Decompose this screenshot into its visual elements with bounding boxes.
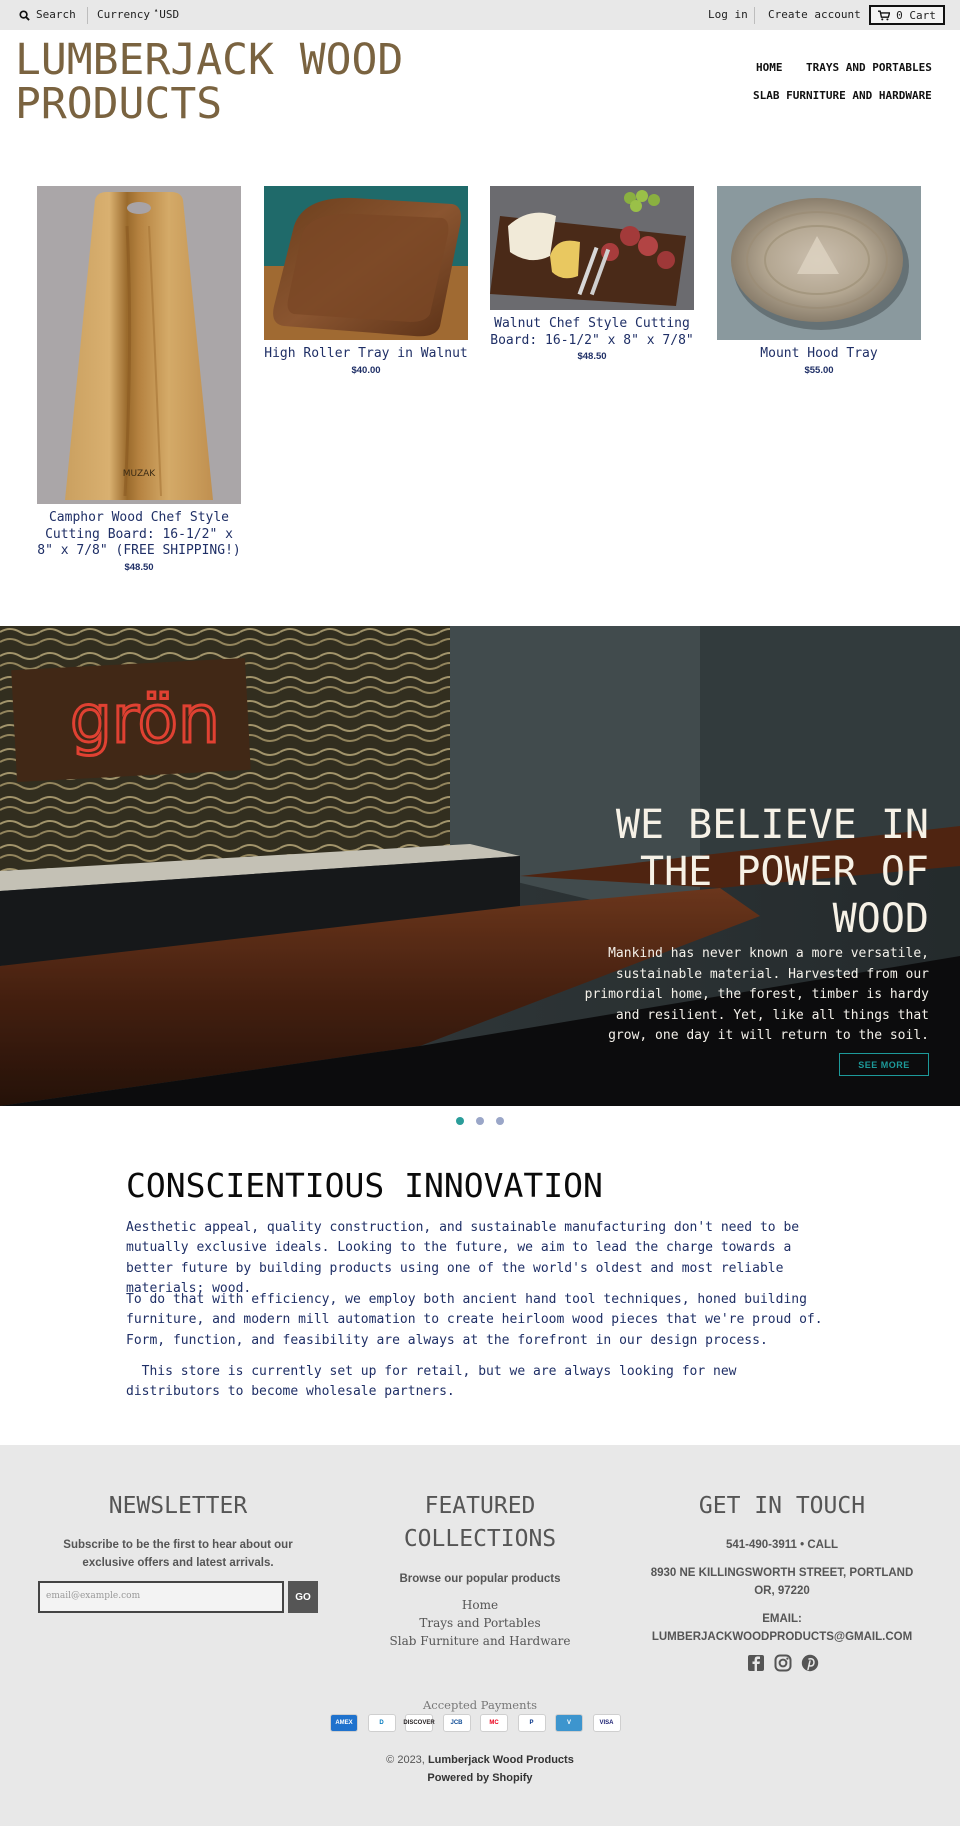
hero-title: WE BELIEVE IN THE POWER OF WOOD: [615, 802, 929, 942]
see-more-button[interactable]: SEE MORE: [839, 1053, 929, 1076]
nav-slab-furniture[interactable]: SLAB FURNITURE AND HARDWARE: [753, 89, 932, 102]
instagram-icon[interactable]: [774, 1654, 792, 1672]
login-link[interactable]: [708, 0, 748, 30]
contact-phone[interactable]: 541-490-3911 • CALL: [725, 1539, 839, 1551]
product-image: [490, 186, 694, 310]
newsletter-email-input[interactable]: email@example.com: [38, 1581, 284, 1613]
search-label: Search: [36, 8, 76, 21]
neon-sign-text: grön: [70, 681, 220, 758]
hero-text: Mankind has never known a more versatile, sustainable material. Harvested from our primordial home, the forest, timber is hardy and resilient. Yet, like all things that grow, one day it will return to the soil.: [584, 946, 929, 1043]
jcb-icon: JCB: [443, 1714, 471, 1732]
create-account-link[interactable]: [768, 0, 861, 30]
about-paragraph: To do that with efficiency, we employ both ancient hand tool techniques, honed building furniture, and modern mill automation to create heirloom wood pieces that we're proud of. Form, function, and feasibility are always at the forefront in our design process.: [126, 1292, 823, 1348]
cart-button[interactable]: [869, 5, 945, 25]
product-image: [264, 186, 468, 340]
product-image: [717, 186, 921, 340]
contact-email-label: EMAIL:: [762, 1613, 802, 1625]
currency-label: Currency: [97, 8, 150, 21]
search-icon: [19, 10, 30, 21]
copyright-store-link[interactable]: Lumberjack Wood Products: [427, 1754, 574, 1766]
create-account-label: Create account: [768, 8, 861, 21]
product-title: Walnut Chef Style Cutting Board: 16-1/2" x 8" x 7/8": [490, 316, 694, 348]
login-label: Log in: [708, 8, 748, 21]
contact-address: 8930 NE KILLINGSWORTH STREET, PORTLAND OR, 97220: [650, 1567, 914, 1597]
diners-club-icon: D: [368, 1714, 396, 1732]
pinterest-icon[interactable]: [801, 1654, 819, 1672]
slide-dot[interactable]: [476, 1117, 484, 1125]
hero-slideshow: [0, 626, 960, 1106]
about-title: CONSCIENTIOUS INNOVATION: [126, 1166, 603, 1205]
site-logo[interactable]: [15, 35, 435, 129]
american-express-icon: AMEX: [330, 1714, 358, 1732]
featured-subtitle: Browse our popular products: [399, 1573, 561, 1585]
product-image: [37, 186, 241, 504]
visa-icon: VISA: [593, 1714, 621, 1732]
copyright: [330, 1751, 630, 1769]
footer-link-slab[interactable]: Slab Furniture and Hardware: [389, 1634, 571, 1648]
chevron-down-icon: ▴: [153, 6, 159, 14]
about-paragraph: Aesthetic appeal, quality construction, and sustainable manufacturing don't need to be mutually exclusive ideals. Looking to the future, we aim to lead the charge towards a better future by building products using one of the world's oldest and most reliable materials; wood.: [126, 1220, 800, 1296]
featured-title-line: COLLECTIONS: [403, 1526, 557, 1552]
search-link[interactable]: [19, 0, 76, 30]
accepted-payments-label: Accepted Payments: [422, 1698, 537, 1712]
cart-icon: [878, 10, 890, 21]
product-price: $48.50: [124, 561, 154, 573]
newsletter-text: Subscribe to be the first to hear about our exclusive offers and latest arrivals.: [63, 1539, 293, 1569]
mastercard-icon: MC: [480, 1714, 508, 1732]
newsletter-title: NEWSLETTER: [108, 1493, 248, 1519]
site-footer: [0, 1445, 960, 1826]
contact-email[interactable]: LUMBERJACKWOODPRODUCTS@GMAIL.COM: [651, 1631, 913, 1643]
copyright-prefix: © 2023,: [386, 1754, 425, 1766]
product-price: $55.00: [804, 364, 834, 376]
logo-line: LUMBERJACK WOOD: [15, 35, 404, 85]
contact-title: GET IN TOUCH: [698, 1493, 866, 1519]
powered-by-shopify[interactable]: Powered by Shopify: [427, 1772, 533, 1784]
product-title: Mount Hood Tray: [760, 346, 878, 361]
logo-line: PRODUCTS: [15, 79, 223, 129]
product-price: $40.00: [351, 364, 381, 376]
currency-selector[interactable]: [97, 0, 179, 30]
featured-title: [330, 1490, 630, 1556]
product-price: $48.50: [577, 351, 607, 362]
venmo-icon: V: [555, 1714, 583, 1732]
nav-home[interactable]: HOME: [756, 61, 783, 74]
slide-dot[interactable]: [456, 1117, 464, 1125]
nav-trays-and-portables[interactable]: TRAYS AND PORTABLES: [806, 61, 932, 74]
divider: [754, 7, 755, 24]
footer-link-home[interactable]: Home: [461, 1598, 499, 1612]
footer-link-trays[interactable]: Trays and Portables: [419, 1616, 541, 1630]
top-bar: [0, 0, 960, 30]
paypal-icon: P: [518, 1714, 546, 1732]
currency-value: USD: [159, 8, 180, 21]
newsletter-go-button[interactable]: GO: [288, 1581, 318, 1613]
slide-dot[interactable]: [496, 1117, 504, 1125]
about-paragraph: This store is currently set up for retail, but we are always looking for new distributors to become wholesale partners.: [126, 1364, 745, 1400]
divider: [87, 7, 88, 24]
discover-icon: DISCOVER: [405, 1714, 433, 1732]
featured-title-line: FEATURED: [424, 1493, 536, 1519]
product-title: Camphor Wood Chef Style Cutting Board: 16-1/2" x 8" x 7/8" (FREE SHIPPING!): [37, 510, 241, 558]
brand-mark: MUZAK: [122, 469, 156, 479]
facebook-icon[interactable]: [747, 1654, 765, 1672]
cart-label: 0 Cart: [896, 8, 936, 22]
product-title: High Roller Tray in Walnut: [264, 346, 468, 361]
